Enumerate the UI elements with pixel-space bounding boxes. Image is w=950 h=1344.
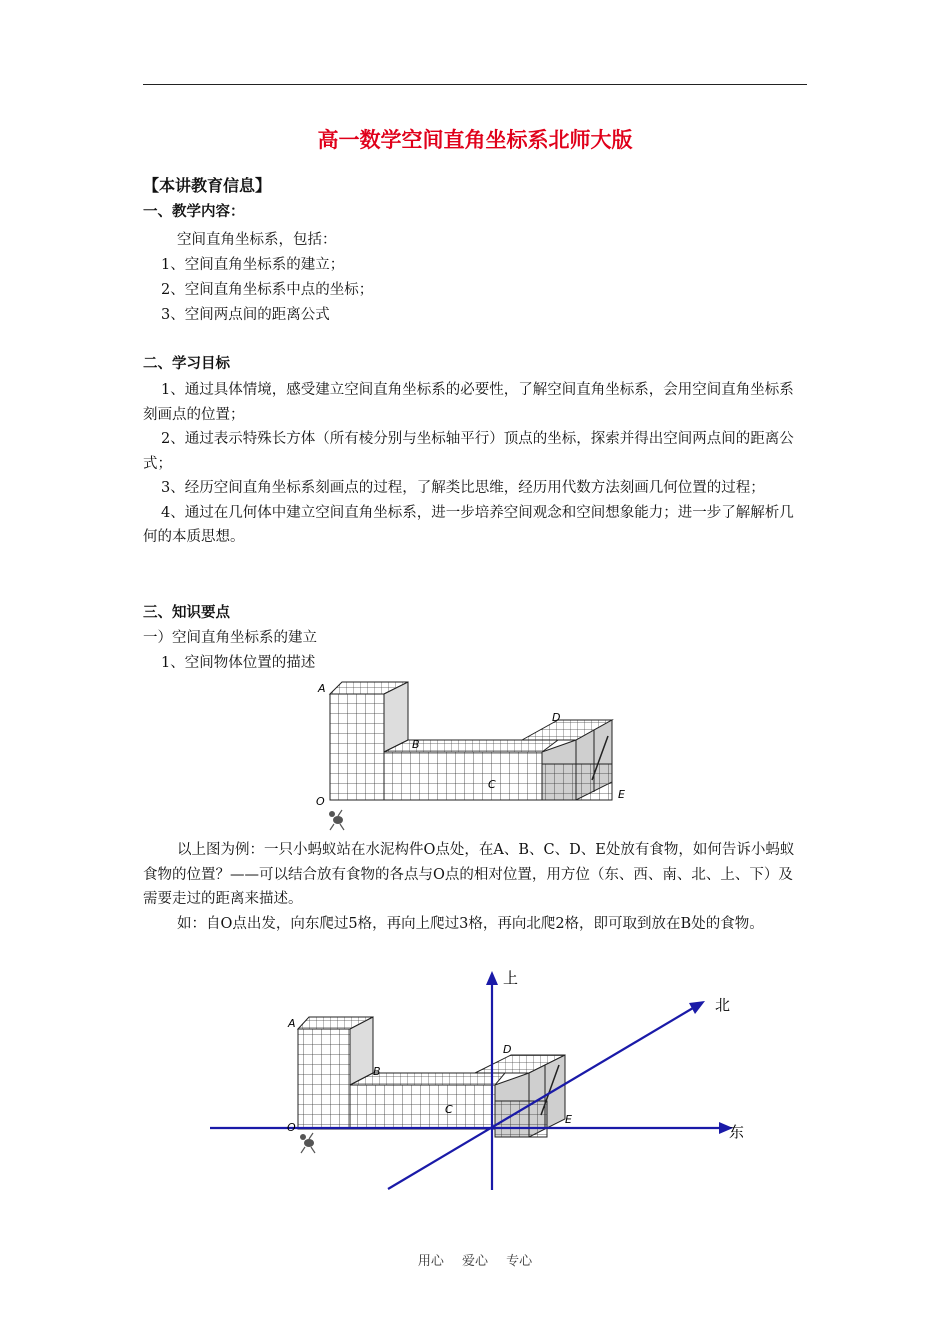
fig2-label-c: C	[445, 1103, 453, 1116]
s1-heading: 一、教学内容：	[143, 204, 245, 220]
s3-para-1: 以上图为例：一只小蚂蚁站在水泥构件O点处，在A、B、C、D、E处放有食物，如何告诉小蚂蚁食物的位置？——可以结合放有食物的各点与O点的相对位置，用方位（东、西、南、北、上、下）及需要走过的距离来描述。	[143, 842, 795, 907]
fig2-label-o: O	[287, 1121, 296, 1134]
s3-heading: 三、知识要点	[143, 605, 230, 621]
fig2-label-a: A	[288, 1017, 296, 1030]
fig2-label-b: B	[373, 1065, 381, 1078]
header-rule	[143, 84, 807, 85]
s2-heading: 二、学习目标	[143, 356, 230, 372]
s1-item-3: 3、空间两点间的距离公式	[161, 307, 330, 323]
goal-4: 4、通过在几何体中建立空间直角坐标系，进一步培养空间观念和空间想象能力；进一步了解解析几何的本质思想。	[143, 504, 794, 545]
fig1-label-e: E	[618, 788, 625, 801]
page-title: 高一数学空间直角坐标系北师大版	[317, 128, 633, 152]
section-info-heading: 【本讲教育信息】	[143, 176, 272, 195]
page-footer: 用心 爱心 专心	[417, 1254, 533, 1269]
fig1-label-a: A	[318, 682, 326, 695]
s1-item-2: 2、空间直角坐标系中点的坐标；	[161, 282, 374, 298]
s2-goals	[143, 378, 807, 550]
ant-icon	[300, 1133, 315, 1153]
figure-1-structure	[312, 674, 637, 832]
s1-intro: 空间直角坐标系，包括：	[177, 232, 337, 248]
fig1-label-c: C	[488, 778, 496, 791]
axis-label-north: 北	[715, 996, 731, 1014]
goal-3: 3、经历空间直角坐标系刻画点的过程，了解类比思维，经历用代数方法刻画几何位置的过程；	[161, 480, 765, 496]
s3-para-2: 如：自O点出发，向东爬过5格，再向上爬过3格，再向北爬2格，即可取到放在B处的食物。	[177, 915, 764, 932]
s3-paragraphs	[143, 838, 807, 936]
fig2-label-d: D	[503, 1043, 512, 1056]
s3-sub1: 一）空间直角坐标系的建立	[143, 630, 317, 646]
fig1-label-d: D	[552, 711, 561, 724]
axis-label-east: 东	[729, 1123, 745, 1141]
goal-2: 2、通过表示特殊长方体（所有棱分别与坐标轴平行）顶点的坐标，探索并得出空间两点间的距离公式；	[143, 431, 794, 472]
goal-1: 1、通过具体情境，感受建立空间直角坐标系的必要性，了解空间直角坐标系，会用空间直角坐标系刻画点的位置；	[143, 382, 794, 423]
fig1-label-b: B	[412, 738, 420, 751]
figure-2-axes	[205, 965, 765, 1195]
s1-item-1: 1、空间直角坐标系的建立；	[161, 257, 345, 273]
fig1-label-o: O	[316, 795, 325, 808]
s3-sub2: 1、空间物体位置的描述	[161, 655, 316, 671]
axis-label-up: 上	[503, 969, 519, 987]
fig2-label-e: E	[565, 1113, 572, 1126]
